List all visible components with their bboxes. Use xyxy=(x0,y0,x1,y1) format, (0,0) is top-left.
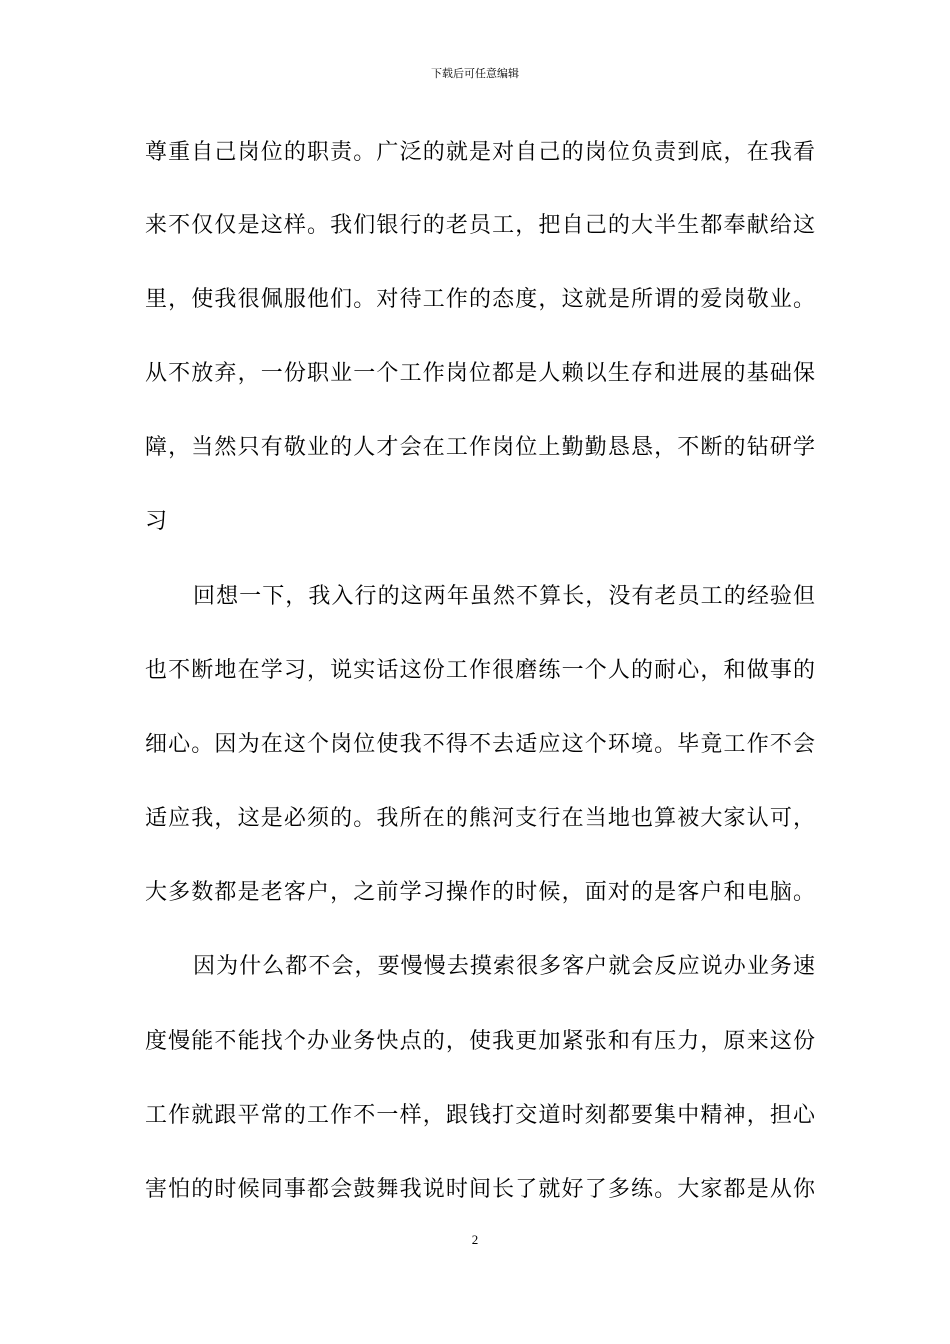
text-line: 习 xyxy=(145,509,168,534)
text-line: 从不放弃，一份职业一个工作岗位都是人赖以生存和进展的基础保 xyxy=(145,361,815,386)
paragraph-first-line: 因为什么都不会，要慢慢去摸索很多客户就会反应说办业务速 xyxy=(193,954,815,979)
header-note: 下载后可任意编辑 xyxy=(431,67,519,80)
text-line: 也不断地在学习，说实话这份工作很磨练一个人的耐心，和做事的 xyxy=(145,658,815,683)
text-line: 大多数都是老客户，之前学习操作的时候，面对的是客户和电脑。 xyxy=(145,880,815,905)
text-line: 细心。因为在这个岗位使我不得不去适应这个环境。毕竟工作不会 xyxy=(145,732,815,757)
text-line: 里，使我很佩服他们。对待工作的态度，这就是所谓的爱岗敬业。 xyxy=(145,287,815,312)
text-line: 尊重自己岗位的职责。广泛的就是对自己的岗位负责到底，在我看 xyxy=(145,140,815,165)
paragraph-first-line: 回想一下，我入行的这两年虽然不算长，没有老员工的经验但 xyxy=(193,584,815,609)
text-line: 障，当然只有敬业的人才会在工作岗位上勤勤恳恳，不断的钻研学 xyxy=(145,435,815,460)
text-line: 工作就跟平常的工作不一样，跟钱打交道时刻都要集中精神，担心 xyxy=(145,1103,815,1128)
text-line: 度慢能不能找个办业务快点的，使我更加紧张和有压力，原来这份 xyxy=(145,1029,815,1054)
page-number: 2 xyxy=(471,1232,479,1247)
text-line: 适应我，这是必须的。我所在的熊河支行在当地也算被大家认可， xyxy=(145,806,815,831)
text-line: 来不仅仅是这样。我们银行的老员工，把自己的大半生都奉献给这 xyxy=(145,213,815,238)
text-line: 害怕的时候同事都会鼓舞我说时间长了就好了多练。大家都是从你 xyxy=(145,1177,815,1202)
